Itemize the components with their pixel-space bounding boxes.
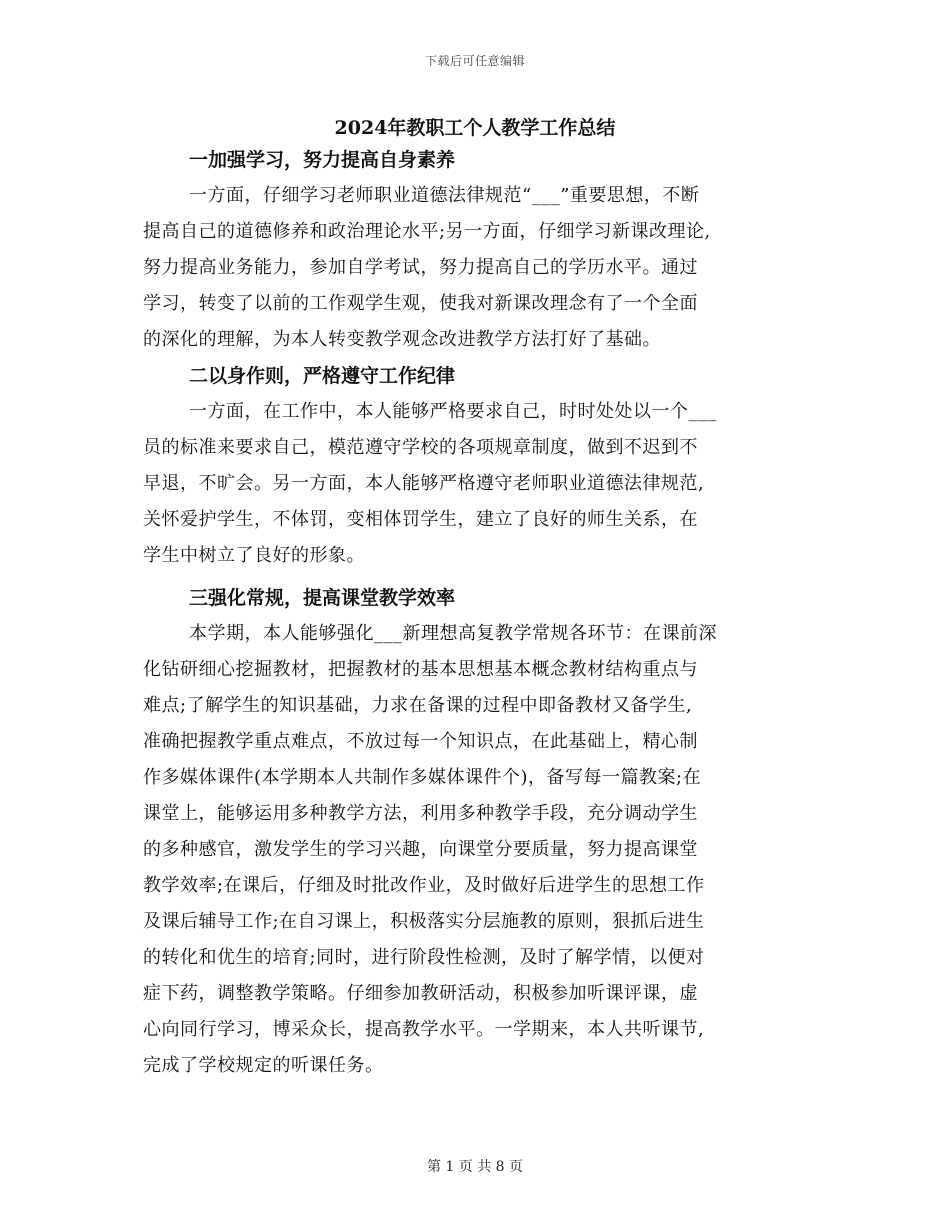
paragraph-line: 提高自己的道德修养和政治理论水平;另一方面，仔细学习新课改理论, [143,221,711,242]
paragraph-line: 的多种感官，激发学生的学习兴趣，向课堂分要质量，努力提高课堂 [143,839,698,860]
paragraph-line: 员的标准来要求自己，模范遵守学校的各项规章制度，做到不迟到不 [143,437,698,458]
header-note: 下载后可任意编辑 [424,54,525,68]
paragraph-line: 完成了学校规定的听课任务。 [143,1055,384,1076]
page-number-footer: 第 1 页 共 8 页 [426,1159,524,1175]
paragraph-line: 关怀爱护学生，不体罚，变相体罚学生，建立了良好的师生关系，在 [143,509,698,530]
section-heading-3: 三强化常规，提高课堂教学效率 [189,587,456,609]
paragraph-line: 症下药，调整教学策略。仔细参加教研活动，积极参加听课评课，虚 [143,983,698,1004]
paragraph-line: 课堂上，能够运用多种教学方法，利用多种教学手段，充分调动学生 [143,803,698,824]
paragraph-line: 及课后辅导工作;在自习课上，积极落实分层施教的原则，狠抓后进生 [143,911,705,932]
paragraph-line: 学生中树立了良好的形象。 [143,545,365,566]
paragraph-line: 化钻研细心挖掘教材，把握教材的基本思想基本概念教材结构重点与 [143,659,698,680]
paragraph-line: 准确把握教学重点难点，不放过每一个知识点，在此基础上，精心制 [143,731,698,752]
paragraph-line: 努力提高业务能力，参加自学考试，努力提高自己的学历水平。通过 [143,257,698,278]
paragraph-line: 作多媒体课件(本学期本人共制作多媒体课件个)，备写每一篇教案;在 [143,767,702,788]
paragraph-line: 难点;了解学生的知识基础，力求在备课的过程中即备教材又备学生, [143,695,693,716]
document-body [143,142,823,1084]
paragraph-line: 的深化的理解，为本人转变教学观念改进教学方法打好了基础。 [143,329,661,350]
paragraph-line: 一方面，在工作中，本人能够严格要求自己，时时处处以一个___ [189,401,717,422]
paragraph-line: 一方面，仔细学习老师职业道德法律规范“___”重要思想，不断 [189,185,700,206]
paragraph-line: 本学期，本人能够强化___新理想高复教学常规各环节：在课前深 [189,623,717,644]
paragraph-line: 教学效率;在课后，仔细及时批改作业，及时做好后进学生的思想工作 [143,875,705,896]
document-title: 2024年教职工个人教学工作总结 [334,117,616,139]
paragraph-line: 的转化和优生的培育;同时，进行阶段性检测，及时了解学情，以便对 [143,947,705,968]
section-heading-2: 二以身作则，严格遵守工作纪律 [189,365,456,387]
paragraph-line: 早退，不旷会。另一方面，本人能够严格遵守老师职业道德法律规范, [143,473,705,494]
section-heading-1: 一加强学习，努力提高自身素养 [189,149,456,171]
paragraph-line: 心向同行学习，博采众长，提高教学水平。一学期来，本人共听课节, [143,1019,705,1040]
paragraph-line: 学习，转变了以前的工作观学生观，使我对新课改理念有了一个全面 [143,293,698,314]
